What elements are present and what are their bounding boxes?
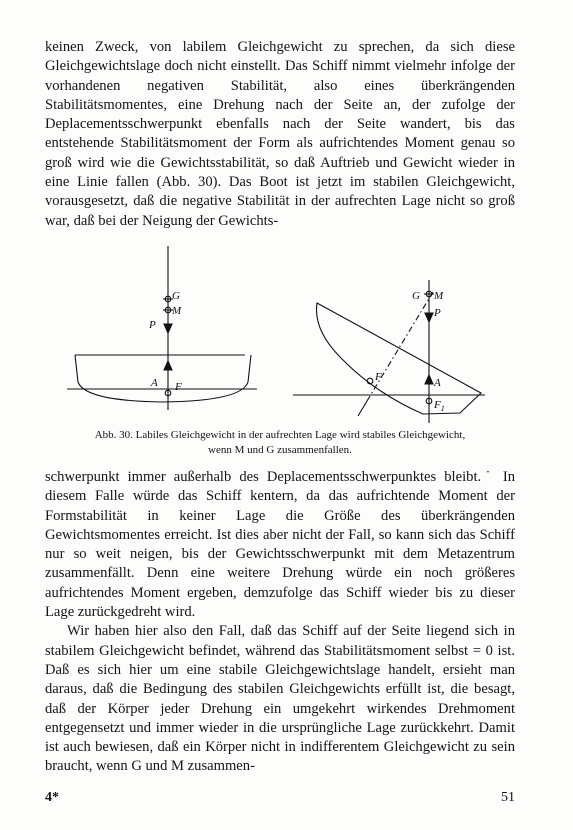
left-label-a: A: [151, 377, 158, 389]
left-label-m: M: [172, 305, 182, 317]
left-weight-arrow: [164, 324, 172, 333]
page-number: 51: [501, 790, 515, 805]
left-buoyancy-arrow: [164, 361, 172, 370]
body-text-top: [45, 38, 515, 231]
right-label-f1: $F_1$: [434, 399, 445, 413]
signature-mark: 4*: [45, 790, 59, 805]
figure-caption: [45, 428, 515, 458]
left-hull: [75, 355, 251, 402]
caption-line-1: Abb. 30. Labiles Gleichgewicht in der aufrechten Lage wird stabiles Gleichgewicht,: [94, 429, 466, 441]
right-label-m: M: [434, 290, 444, 302]
paragraph: schwerpunkt immer außerhalb des Deplacementsschwerpunktes bleibt.˙ In diesem Falle würde das Schiff kentern, da das aufrichtende Moment der Formstabilität in keiner Lage die Größe des überkrängenden Gewichtsmomentes erreicht. Ist dies aber nicht der Fall, so kann sich das Schiff nur so weit neigen, bis der Gewichtsschwerpunkt mit dem Metazentrum zusammenfällt. Denn eine weitere Drehung würde ein noch größeres aufrichtendes Moment ergeben, demzufolge das Schiff wieder bis zu dieser Lage zurückgedreht wird.: [45, 469, 515, 621]
caption-line-2: wenn M und G zusammenfallen.: [208, 444, 352, 456]
figure-abb-30: [45, 238, 515, 428]
paragraph: keinen Zweck, von labilem Gleichgewicht zu sprechen, da sich diese Gleichgewichtslage doch nicht einstellt. Das Schiff nimmt vielmehr infolge der vorhandenen negativen Stabilität, also eines überkrängenden Stabilitätsmomentes, eine Drehung nach der Seite an, der zufolge der Deplacementsschwerpunkt ebenfalls nach der Seite wandert, bis das entstehende Stabilitätsmoment der Form als aufrichtendes Moment genau so groß wird wie die Gewichtsstabilität, so daß Auftrieb und Gewicht wieder in eine Linie fallen (Abb. 30). Das Boot ist jetzt im stabilen Gleichgewicht, vorausgesetzt, daß die negative Stabilität in der aufrechten Lage nicht so groß war, daß bei der Neigung der Gewichts-: [45, 39, 515, 229]
left-label-p: P: [149, 319, 156, 331]
right-diagram: [293, 280, 485, 423]
left-diagram: [67, 246, 257, 410]
right-label-p: P: [434, 307, 441, 319]
left-label-f: F: [175, 381, 182, 393]
page-footer: [45, 790, 515, 810]
right-label-a: A: [434, 377, 441, 389]
right-buoyancy-arrow: [425, 375, 433, 384]
left-label-g: G: [172, 290, 180, 302]
stability-diagram: [45, 238, 515, 428]
right-label-f: F: [375, 371, 382, 383]
body-text-bottom: [45, 468, 515, 777]
paragraph: Wir haben hier also den Fall, daß das Schiff auf der Seite liegend sich in stabilem Gleichgewicht befindet, während das Stabilitätsmoment selbst = 0 ist. Daß es sich hier um eine stabile Gleichgewichtslage handelt, ersieht man daraus, daß die Bedingung des stabilen Gleichgewichts erfüllt ist, die besagt, daß der Körper jeder Drehung ein umgekehrt wirkendes Drehmoment entgegensetzt und immer wieder in die ursprüngliche Lage zurückkehrt. Damit ist auch bewiesen, daß ein Körper nicht in indifferentem Gleichgewicht zu sein braucht, wenn G und M zusammen-: [45, 623, 515, 775]
right-weight-arrow: [425, 313, 433, 322]
right-hull: [317, 303, 482, 414]
right-label-g: G: [412, 290, 420, 302]
